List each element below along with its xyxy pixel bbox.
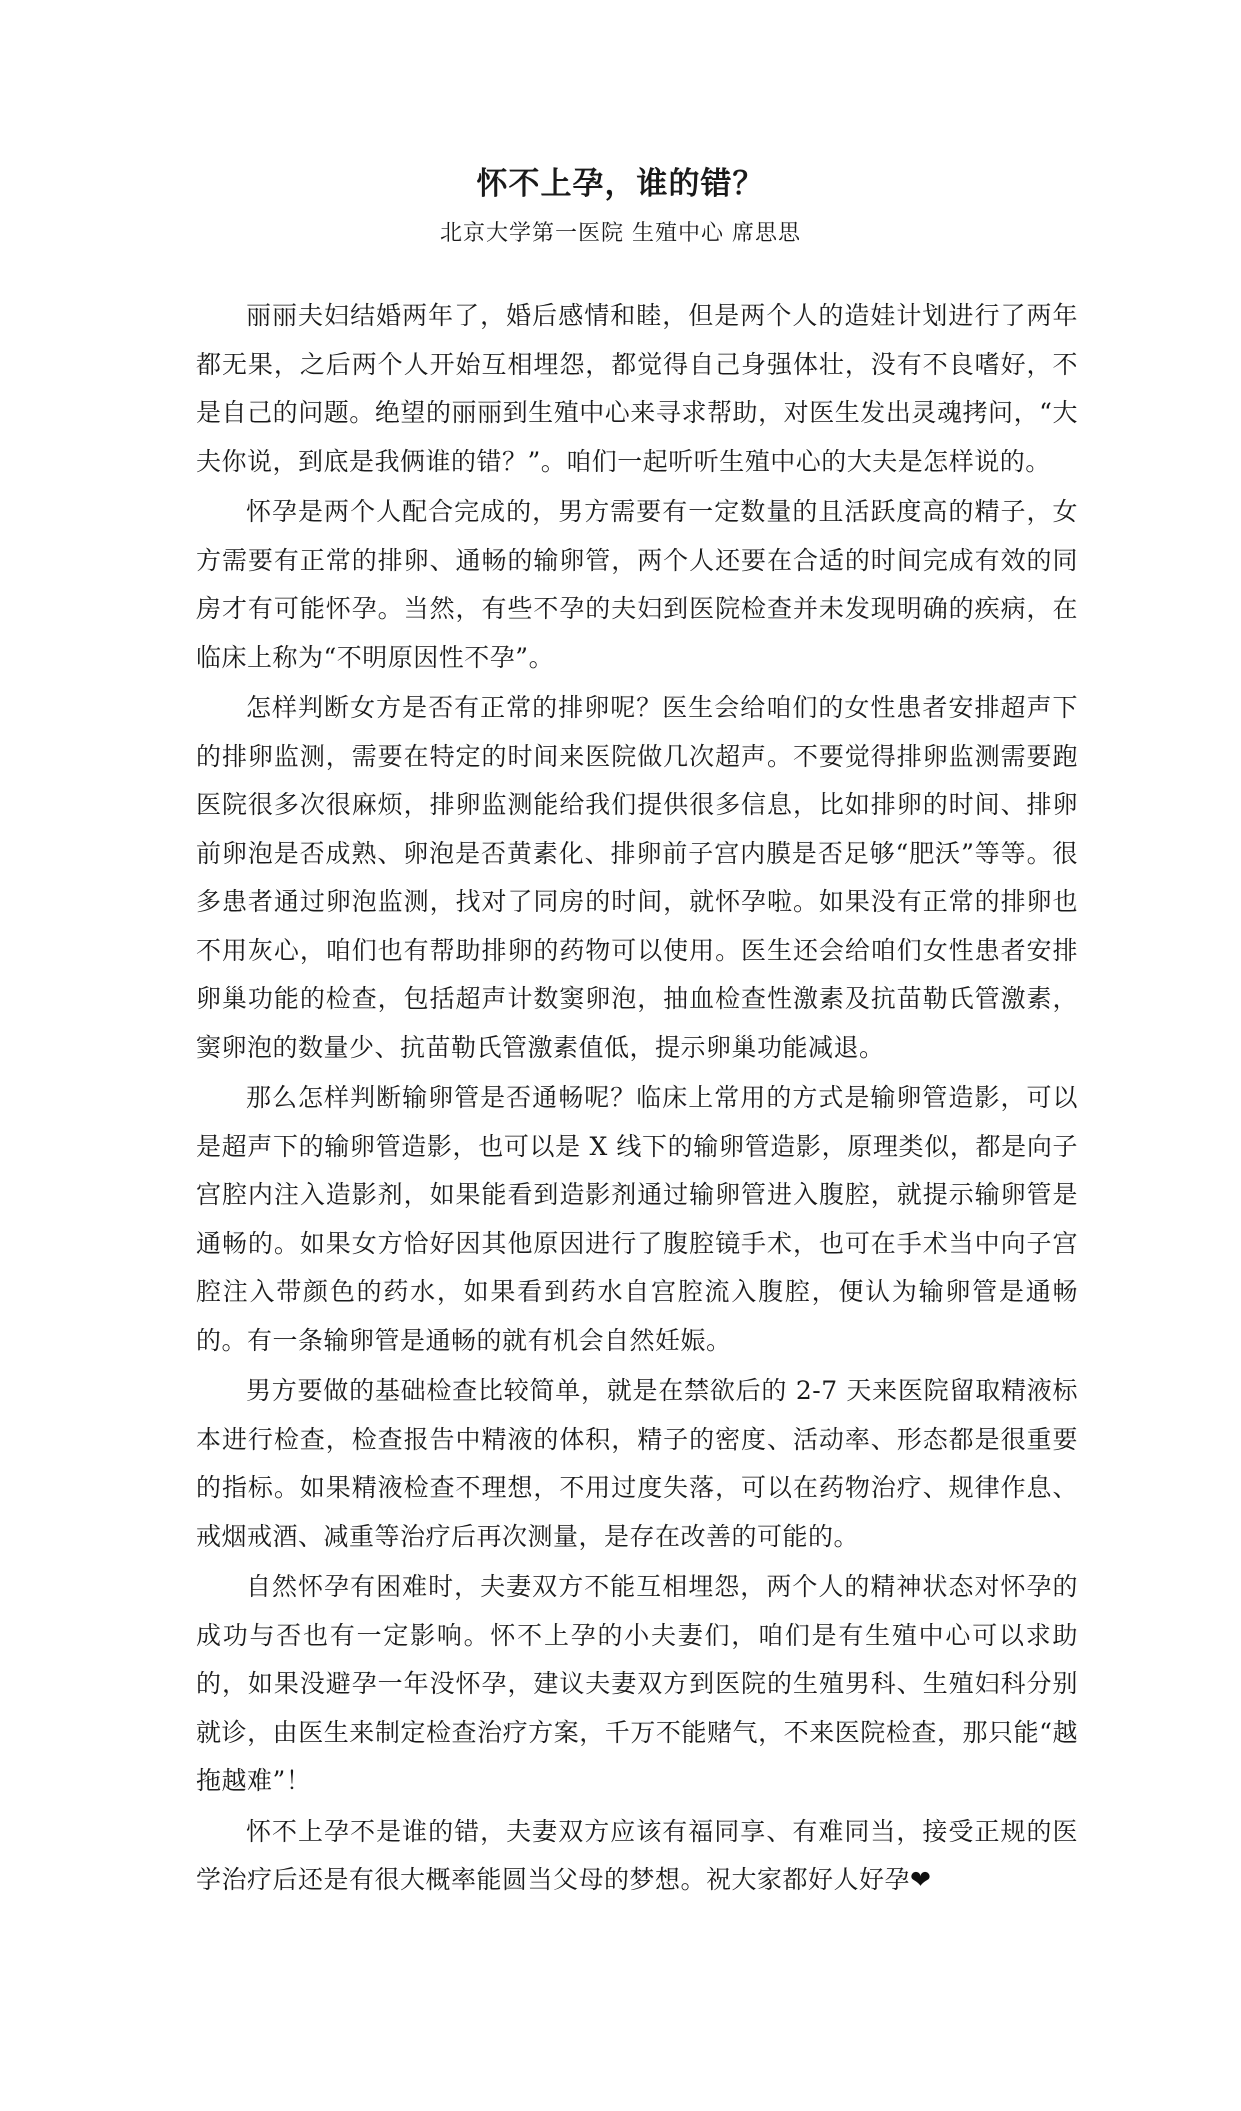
article-body xyxy=(196,292,1078,1907)
paragraph-2: 怀孕是两个人配合完成的，男方需要有一定数量的且活跃度高的精子，女方需要有正常的排卵、通畅的输卵管，两个人还要在合适的时间完成有效的同房才有可能怀孕。当然，有些不孕的夫妇到医院检查并未发现明确的疾病，在临床上称为“不明原因性不孕”。 xyxy=(196,497,1078,672)
paragraph-7-text: 怀不上孕不是谁的错，夫妻双方应该有福同享、有难同当，接受正规的医学治疗后还是有很大概率能圆当父母的梦想。祝大家都好人好孕 xyxy=(196,1816,1078,1894)
article-byline: 北京大学第一医院 生殖中心 席思思 xyxy=(440,221,801,246)
paragraph-1: 丽丽夫妇结婚两年了，婚后感情和睦，但是两个人的造娃计划进行了两年都无果，之后两个人开始互相埋怨，都觉得自己身强体壮，没有不良嗜好，不是自己的问题。绝望的丽丽到生殖中心来寻求帮助，对医生发出灵魂拷问，“大夫你说，到底是我俩谁的错？”。咱们一起听听生殖中心的大夫是怎样说的。 xyxy=(196,301,1078,476)
paragraph-3: 怎样判断女方是否有正常的排卵呢？医生会给咱们的女性患者安排超声下的排卵监测，需要在特定的时间来医院做几次超声。不要觉得排卵监测需要跑医院很多次很麻烦，排卵监测能给我们提供很多信息，比如排卵的时间、排卵前卵泡是否成熟、卵泡是否黄素化、排卵前子宫内膜是否足够“肥沃”等等。很多患者通过卵泡监测，找对了同房的时间，就怀孕啦。如果没有正常的排卵也不用灰心，咱们也有帮助排卵的药物可以使用。医生还会给咱们女性患者安排卵巢功能的检查，包括超声计数窦卵泡，抽血检查性激素及抗苗勒氏管激素，窦卵泡的数量少、抗苗勒氏管激素值低，提示卵巢功能减退。 xyxy=(196,693,1078,1062)
paragraph-4: 那么怎样判断输卵管是否通畅呢？临床上常用的方式是输卵管造影，可以是超声下的输卵管造影，也可以是 X 线下的输卵管造影，原理类似，都是向子宫腔内注入造影剂，如果能看到造影剂通过输卵管进入腹腔，就提示输卵管是通畅的。如果女方恰好因其他原因进行了腹腔镜手术，也可在手术当中向子宫腔注入带颜色的药水，如果看到药水自宫腔流入腹腔，便认为输卵管是通畅的。有一条输卵管是通畅的就有机会自然妊娠。 xyxy=(196,1083,1078,1355)
paragraph-6: 自然怀孕有困难时，夫妻双方不能互相埋怨，两个人的精神状态对怀孕的成功与否也有一定影响。怀不上孕的小夫妻们，咱们是有生殖中心可以求助的，如果没避孕一年没怀孕，建议夫妻双方到医院的生殖男科、生殖妇科分别就诊，由医生来制定检查治疗方案，千万不能赌气，不来医院检查，那只能“越拖越难”！ xyxy=(196,1572,1078,1795)
article-title: 怀不上孕，谁的错？ xyxy=(476,166,765,202)
heart-icon: ❤ xyxy=(910,1865,932,1894)
paragraph-5: 男方要做的基础检查比较简单，就是在禁欲后的 2-7 天来医院留取精液标本进行检查，检查报告中精液的体积，精子的密度、活动率、形态都是很重要的指标。如果精液检查不理想，不用过度失落，可以在药物治疗、规律作息、戒烟戒酒、减重等治疗后再次测量，是存在改善的可能的。 xyxy=(196,1376,1078,1551)
paragraph-7 xyxy=(196,1808,1078,1905)
